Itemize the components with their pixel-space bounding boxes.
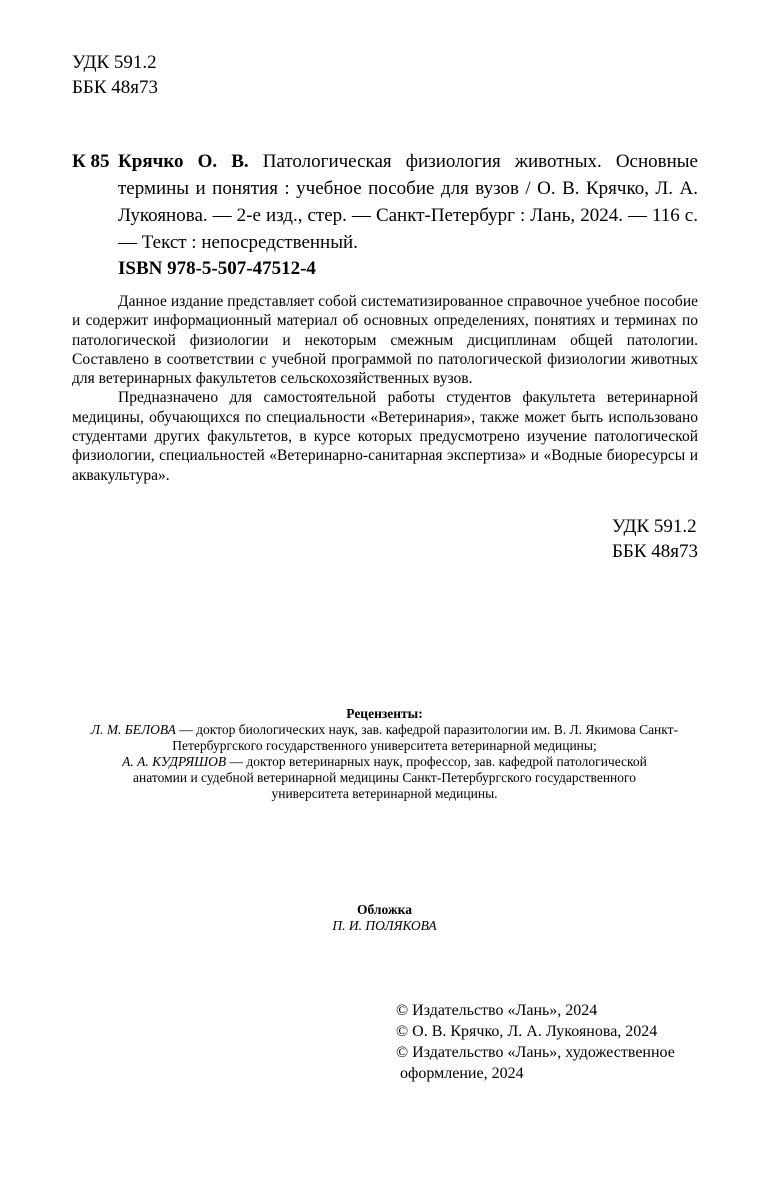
udk-header-block xyxy=(72,50,158,100)
bbk-code: ББК 48я73 xyxy=(72,77,158,98)
copyright-line-4: оформление, 2024 xyxy=(400,1065,524,1082)
reviewer-1 xyxy=(0,722,769,754)
bbk-code-bottom: ББК 48я73 xyxy=(612,541,698,562)
isbn: ISBN 978-5-507-47512-4 xyxy=(118,258,316,279)
copyright-block xyxy=(396,1000,706,1084)
reviewer-1-text: — доктор биологических наук, зав. кафедрой паразитологии им. В. Л. Якимова Санкт-Петербургского государственного университета ветеринарной медицины; xyxy=(172,722,679,753)
udk-code-bottom: УДК 591.2 xyxy=(612,516,697,537)
reviewer-2-name: А. А. КУДРЯШОВ xyxy=(122,754,227,769)
udk-footer-block xyxy=(612,514,698,564)
cover-heading: Обложка xyxy=(356,902,412,917)
bibliographic-description xyxy=(118,148,698,256)
annotation xyxy=(72,292,698,485)
reviewers-heading: Рецензенты: xyxy=(346,706,423,721)
author-name: Крячко О. В. xyxy=(118,151,249,172)
copyright-line-1: © Издательство «Лань», 2024 xyxy=(396,1002,598,1019)
author-sign: К 85 xyxy=(72,151,110,172)
annotation-paragraph-1: Данное издание представляет собой систематизированное справочное учебное пособие и содержит информационный материал об основных определениях, понятиях и терминах по патологической физиологии и некоторым смежным дисциплинам общей патологии. Составлено в соответствии с учебной программой по патологической физиологии животных для ветеринарных факультетов сельскохозяйственных вузов. xyxy=(72,293,698,388)
reviewer-1-name: Л. М. БЕЛОВА xyxy=(90,722,176,737)
cover-designer: П. И. ПОЛЯКОВА xyxy=(332,918,437,933)
reviewer-2 xyxy=(0,754,769,802)
bibliographic-text: Патологическая физиология животных. Основные термины и понятия : учебное пособие для вузов / О. В. Крячко, Л. А. Лукоянова. — 2-е изд., стер. — Санкт-Петербург : Лань, 2024. — 116 с. — Текст : непосредственный. xyxy=(118,151,698,253)
reviewers-block xyxy=(0,706,769,802)
copyright-line-3: © Издательство «Лань», художественное xyxy=(396,1044,675,1061)
cover-credit xyxy=(0,902,769,934)
udk-code: УДК 591.2 xyxy=(72,52,157,73)
annotation-paragraph-2: Предназначено для самостоятельной работы студентов факультета ветеринарной медицины, обучающихся по специальности «Ветеринария», также может быть использовано студентами других факультетов, в курсе которых предусмотрено изучение патологической физиологии, специальностей «Ветеринарно-санитарная экспертиза» и «Водные биоресурсы и аквакультура». xyxy=(72,389,698,484)
bibliographic-entry xyxy=(72,148,698,256)
reviewer-2-text: — доктор ветеринарных наук, профессор, зав. кафедрой патологической анатомии и судебной ветеринарной медицины Санкт-Петербургского государственного университета ветеринарной медицины. xyxy=(133,754,647,801)
copyright-line-2: © О. В. Крячко, Л. А. Лукоянова, 2024 xyxy=(396,1023,658,1040)
